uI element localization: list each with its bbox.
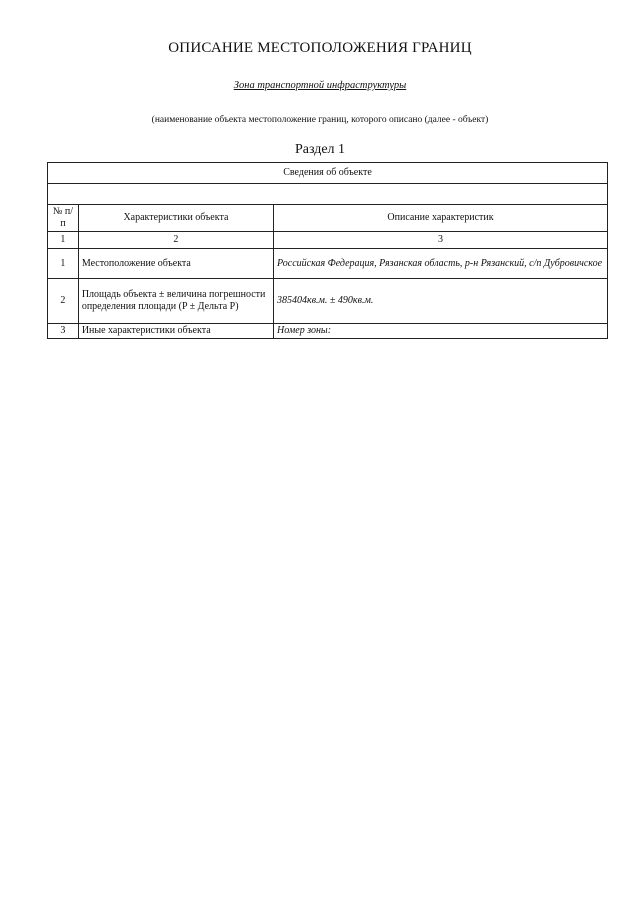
row-characteristic: Площадь объекта ± величина погрешности определения площади (P ± Дельта P) <box>78 279 273 324</box>
table-empty-row <box>48 184 608 205</box>
row-num: 2 <box>48 279 79 324</box>
row-description: 385404кв.м. ± 490кв.м. <box>274 279 608 324</box>
document-title: ОПИСАНИЕ МЕСТОПОЛОЖЕНИЯ ГРАНИЦ <box>168 40 472 56</box>
row-num: 1 <box>48 249 79 279</box>
row-description: Российская Федерация, Рязанская область, р-н Рязанский, с/п Дубровичское <box>274 249 608 279</box>
table-header-row <box>48 205 608 232</box>
row-description: Номер зоны: <box>274 324 608 339</box>
table-row <box>48 249 608 279</box>
section-heading: Раздел 1 <box>294 142 346 157</box>
table-empty-cell <box>48 184 608 205</box>
column-number: 2 <box>78 232 273 249</box>
row-num: 3 <box>48 324 79 339</box>
table-row <box>48 324 608 339</box>
column-number: 1 <box>48 232 79 249</box>
object-name: Зона транспортной инфраструктуры <box>233 80 407 91</box>
header-num: № п/п <box>48 205 79 232</box>
table-row <box>48 279 608 324</box>
table-band-title: Сведения об объекте <box>48 163 608 184</box>
header-description: Описание характеристик <box>274 205 608 232</box>
column-number: 3 <box>274 232 608 249</box>
row-characteristic: Местоположение объекта <box>78 249 273 279</box>
object-name-caption: (наименование объекта местоположение границ, которого описано (далее - объект) <box>151 115 489 125</box>
column-number-row <box>48 232 608 249</box>
object-info-table <box>47 162 608 339</box>
table-band-row <box>48 163 608 184</box>
row-characteristic: Иные характеристики объекта <box>78 324 273 339</box>
header-characteristic: Характеристики объекта <box>78 205 273 232</box>
